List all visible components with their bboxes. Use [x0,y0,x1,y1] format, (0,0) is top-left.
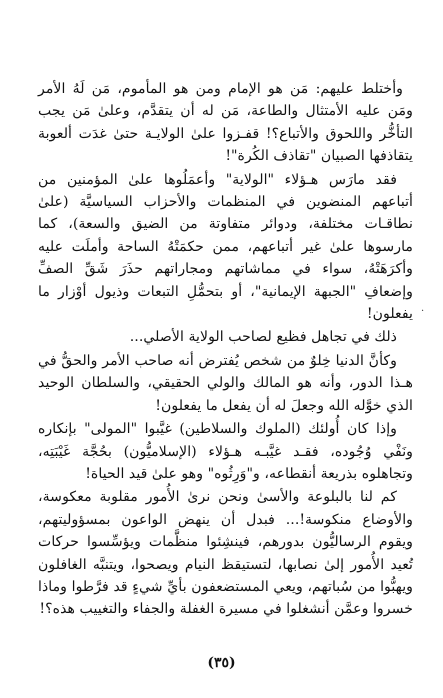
paragraph-1: وأختلط عليهم: مَن هو الإمام ومن هو المأموم، مَن لَهُ الأمر ومَن عليه الأمتثال والطاعة، مَن له أن يتقدَّم، وعلىٰ مَن يجب التأخُّر واللحوق والأتباع؟! قفـزوا علىٰ الولايـة حتىٰ غدَت ألعوبة يتقاذفها الصبيان "تقاذف الكُرة"! [38,81,413,165]
body-text [38,78,413,621]
paragraph-6: كم لنا بالبلوعة والأسىٰ ونحن نرىٰ الأُمور مقلوبة معكوسة، والأوضاع منكوسة!... فبدل أن ينهض الواعون بمسؤوليتهم، ويقوم الرساليُّون بدورهم، فينشِئوا منظَّمات ويؤسِّسوا حركات تُعيد الأُمور إلىٰ نصابها، لتستيقظ النيام ويصحوا، ويتنبَّه الغافلون ويهبُّوا من سُباتهم، ويعي المستضعفون بأيِّ شيءٍ قد فرَّطوا وماذا خسروا وعمَّن أنشغلوا في مسيرة الغفلة والجفاء والتغييب هذه؟! [38,489,413,618]
paragraph-3: ذلك في تجاهل فظيع لصاحب الولاية الأصلي... [129,329,397,346]
paragraph-4: وكأنَّ الدنيا خِلوٌ من شخص يُفترض أنه صاحب الأمر والحقُّ في هـذا الدور، وأنه هو المالك والولي الحقيقي، والسلطان الوحيد الذي خوَّله الله وجعلَ له أن يفعل ما يفعلون! [38,352,413,414]
paragraph-5: وإذا كان أُولئك (الملوك والسلاطين) غيَّبوا "المولى" بإنكاره ونَفْي وُجُوده، فقـد غيَّبـه هـؤلاء (الإسلاميُّون) بحُجَّة غَيْبَتِه، وتجاهلوه بذريعة أنقطاعه، و"وَرِثُوه" وهو علىٰ قيد الحياة! [38,421,413,482]
margin-dot: · [421,306,425,317]
paragraph-2: فقد مارَس هـؤلاء "الولاية" وأعمَلُوها علىٰ المؤمنين من أتباعهم المنضوين في المنظمات والأحزاب السياسيَّة (علىٰ نطاقـات مختلفة، ودوائر متفاوتة من الضيق والسعة)، كما مارسوها علىٰ غير أتباعهم، ممن حكمَتْهُ الساحة وأملَت عليه وأكرَهَتْهُ، سواء في مماشاتهم ومجاراتهم حذَرَ شَقِّ الصفِّ وإضعافِ "الجبهة الإيمانية"، أو بتحمُّلِ التبعات وذيول أوْزار ما يفعلون! [38,171,413,323]
page-number: (٣٥) [207,655,236,671]
